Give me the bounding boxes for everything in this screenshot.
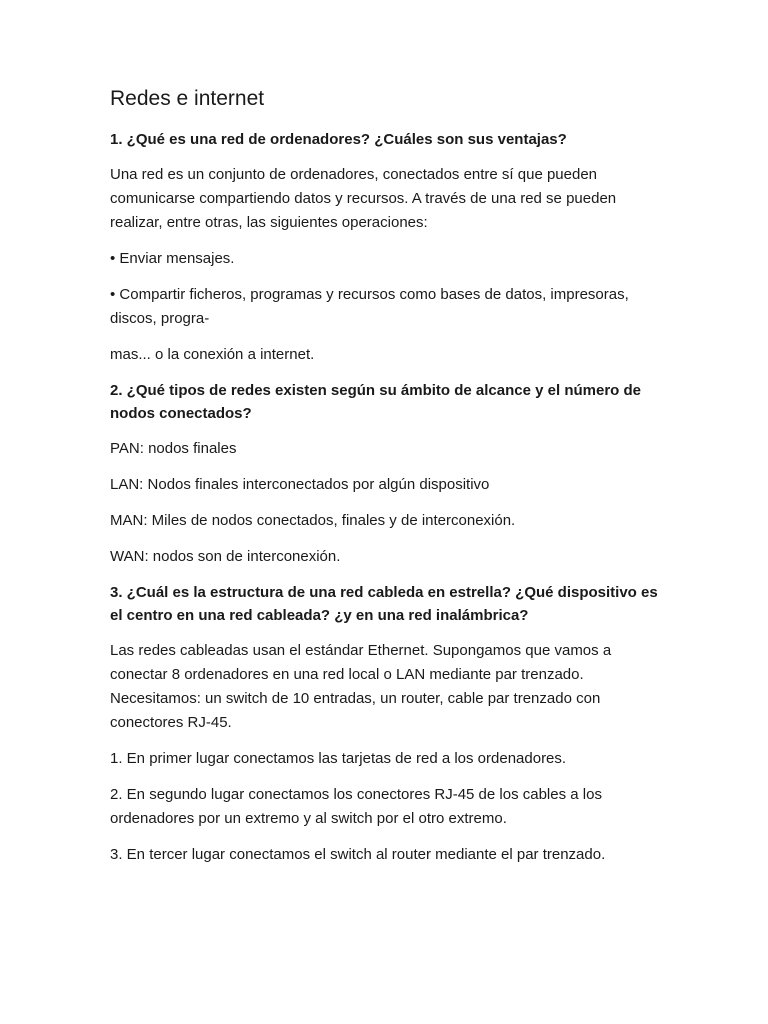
bullet-item: • Compartir ficheros, programas y recursos como bases de datos, impresoras, discos, progra- — [110, 286, 629, 327]
network-type-wan: WAN: nodos son de interconexión. — [110, 548, 341, 565]
answer-paragraph: Las redes cableadas usan el estándar Ethernet. Supongamos que vamos a conectar 8 ordenadores en una red local o LAN mediante par trenzado. Necesitamos: un switch de 10 entradas, un router, cable par trenzado con conectores RJ-45. — [110, 642, 612, 731]
answer-paragraph: mas... o la conexión a internet. — [110, 346, 315, 363]
bullet-item: • Enviar mensajes. — [110, 250, 235, 267]
question-1: 1. ¿Qué es una red de ordenadores? ¿Cuáles son sus ventajas? — [110, 131, 567, 148]
question-2: 2. ¿Qué tipos de redes existen según su ámbito de alcance y el número de nodos conectados? — [110, 382, 641, 422]
section-1 — [110, 128, 670, 367]
section-3 — [110, 581, 670, 867]
network-type-pan: PAN: nodos finales — [110, 440, 237, 457]
network-type-man: MAN: Miles de nodos conectados, finales y de interconexión. — [110, 512, 516, 529]
network-type-lan: LAN: Nodos finales interconectados por algún dispositivo — [110, 476, 490, 493]
section-2 — [110, 379, 670, 569]
document-page — [110, 84, 670, 879]
question-3: 3. ¿Cuál es la estructura de una red cableda en estrella? ¿Qué dispositivo es el centro en una red cableada? ¿y en una red inalámbrica? — [110, 584, 658, 624]
answer-paragraph: Una red es un conjunto de ordenadores, conectados entre sí que pueden comunicarse compartiendo datos y recursos. A través de una red se pueden realizar, entre otras, las siguientes operaciones: — [110, 166, 617, 231]
step-item: 1. En primer lugar conectamos las tarjetas de red a los ordenadores. — [110, 750, 567, 767]
page-title: Redes e internet — [110, 87, 265, 110]
step-item: 3. En tercer lugar conectamos el switch al router mediante el par trenzado. — [110, 846, 606, 863]
step-item: 2. En segundo lugar conectamos los conectores RJ-45 de los cables a los ordenadores por un extremo y al switch por el otro extremo. — [110, 786, 602, 827]
